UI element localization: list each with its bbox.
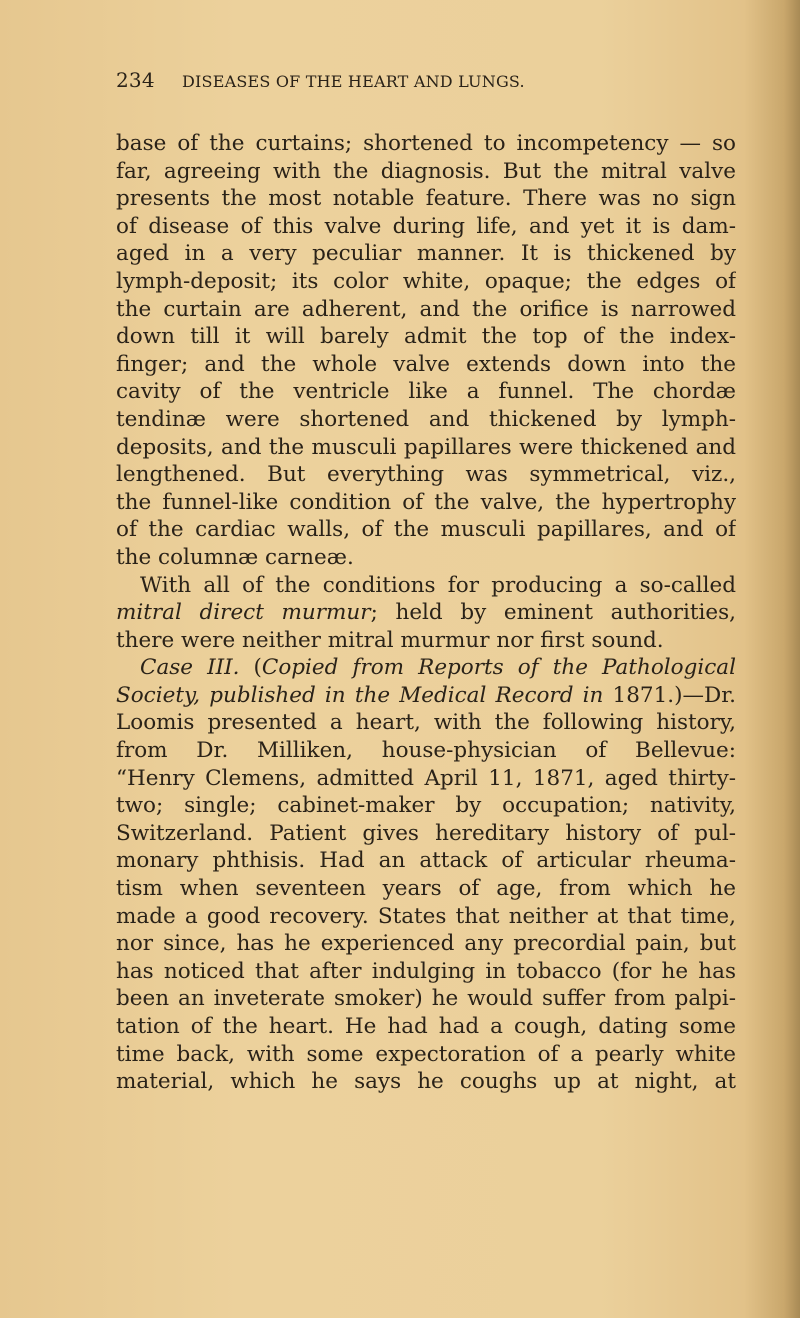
text-segment: of disease of this valve during life, and yet it is dam-	[116, 213, 736, 239]
text-segment: far, agreeing with the diagnosis. But the mitral valve	[116, 158, 736, 184]
text-line	[116, 213, 736, 241]
page-body-text	[116, 130, 736, 1096]
text-line	[116, 406, 736, 434]
text-line	[116, 930, 736, 958]
text-line	[116, 654, 736, 682]
text-line	[116, 434, 736, 462]
text-line	[116, 599, 736, 627]
text-line	[116, 1041, 736, 1069]
text-line	[116, 820, 736, 848]
text-line	[116, 516, 736, 544]
text-segment: “Henry Clemens, admitted April 11, 1871, aged thirty-	[116, 765, 736, 791]
text-segment: ; held by eminent authorities,	[370, 600, 736, 626]
italic-text: Case III.	[140, 655, 240, 681]
text-line	[116, 378, 736, 406]
text-segment: presents the most notable feature. There was no sign	[116, 186, 736, 212]
text-line	[116, 158, 736, 186]
running-header	[116, 68, 636, 92]
text-line	[116, 130, 736, 158]
italic-text: Society, published in the Medical Record in	[116, 682, 604, 708]
text-segment: tism when seventeen years of age, from which he	[116, 876, 736, 902]
text-segment: aged in a very peculiar manner. It is thickened by	[116, 241, 736, 267]
text-line	[116, 985, 736, 1013]
text-segment: Switzerland. Patient gives hereditary history of pul-	[116, 820, 736, 846]
text-line	[116, 627, 736, 655]
page-number: 234	[116, 68, 155, 92]
text-segment: of the cardiac walls, of the musculi papillares, and of	[116, 517, 736, 543]
text-line	[116, 544, 736, 572]
text-line	[116, 709, 736, 737]
text-line	[116, 682, 736, 710]
text-segment: monary phthisis. Had an attack of articular rheuma-	[116, 848, 736, 874]
text-line	[116, 737, 736, 765]
text-line	[116, 572, 736, 600]
text-line	[116, 1013, 736, 1041]
text-line	[116, 903, 736, 931]
text-segment: lymph-deposit; its color white, opaque; the edges of	[116, 268, 736, 294]
text-segment: finger; and the whole valve extends down into the	[116, 351, 736, 377]
text-line	[116, 351, 736, 379]
text-segment: Loomis presented a heart, with the following history,	[116, 710, 736, 736]
text-line	[116, 847, 736, 875]
text-segment: (	[239, 655, 262, 681]
italic-text: Copied from Reports of the Pathological	[261, 655, 736, 681]
italic-text: mitral direct murmur	[116, 600, 371, 626]
text-line	[116, 461, 736, 489]
text-segment: the columnæ carneæ.	[116, 544, 354, 570]
text-segment: base of the curtains; shortened to incompetency — so	[116, 131, 736, 156]
text-segment: lengthened. But everything was symmetrical, viz.,	[116, 462, 736, 488]
text-segment: has noticed that after indulging in tobacco (for he has	[116, 958, 736, 984]
text-segment: material, which he says he coughs up at night, at	[116, 1069, 736, 1095]
text-segment: from Dr. Milliken, house-physician of Bellevue:	[116, 738, 736, 764]
text-segment: cavity of the ventricle like a funnel. The chordæ	[116, 379, 736, 405]
text-segment: the curtain are adherent, and the orifice is narrowed	[116, 296, 736, 322]
text-segment: down till it will barely admit the top of the index-	[116, 324, 736, 350]
text-segment: tation of the heart. He had had a cough, dating some	[116, 1014, 736, 1039]
text-line	[116, 323, 736, 351]
text-segment: the funnel-like condition of the valve, the hypertrophy	[116, 489, 736, 515]
text-line	[116, 792, 736, 820]
running-title: DISEASES OF THE HEART AND LUNGS.	[182, 72, 525, 91]
text-line	[116, 875, 736, 903]
text-line	[116, 268, 736, 296]
text-line	[116, 240, 736, 268]
text-segment: tendinæ were shortened and thickened by lymph-	[116, 406, 736, 432]
text-line	[116, 489, 736, 517]
text-line	[116, 765, 736, 793]
text-segment: 1871.)—Dr.	[603, 682, 736, 708]
text-segment: made a good recovery. States that neither at that time,	[116, 903, 736, 929]
text-segment: been an inveterate smoker) he would suffer from palpi-	[116, 986, 736, 1012]
text-line	[116, 958, 736, 986]
text-segment: two; single; cabinet-maker by occupation; nativity,	[116, 793, 736, 819]
text-line	[116, 296, 736, 324]
text-segment: deposits, and the musculi papillares were thickened and	[116, 434, 736, 460]
text-line	[116, 185, 736, 213]
text-segment: there were neither mitral murmur nor first sound.	[116, 627, 664, 653]
text-segment: time back, with some expectoration of a pearly white	[116, 1041, 736, 1067]
text-segment: nor since, has he experienced any precordial pain, but	[116, 931, 736, 957]
text-line	[116, 1068, 736, 1096]
text-segment: With all of the conditions for producing a so-called	[140, 572, 736, 598]
